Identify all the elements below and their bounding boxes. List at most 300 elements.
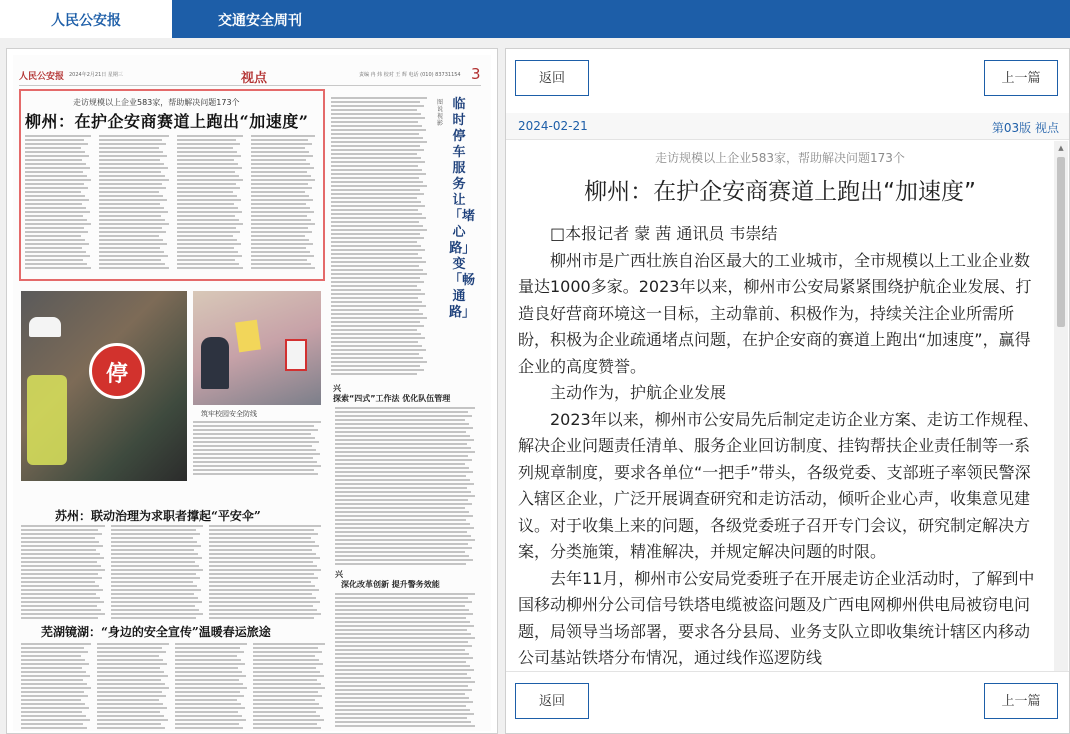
text-line: [335, 713, 474, 715]
text-line: [209, 573, 314, 575]
text-line: [335, 435, 470, 437]
newspaper-page-image: [13, 55, 491, 731]
text-line: [99, 251, 164, 253]
text-line: [251, 183, 308, 185]
text-line: [331, 209, 418, 211]
text-line: [251, 207, 310, 209]
text-line: [335, 479, 470, 481]
text-line: [21, 703, 85, 705]
text-line: [25, 187, 88, 189]
text-line: [25, 235, 81, 237]
text-line: [331, 245, 421, 247]
text-line: [335, 725, 475, 727]
text-line: [335, 689, 472, 691]
text-line: [251, 199, 313, 201]
text-line: [331, 321, 420, 323]
text-line: [175, 671, 242, 673]
text-line: [99, 135, 169, 137]
text-line: [21, 605, 97, 607]
text-line: [331, 261, 426, 263]
text-line: [335, 721, 471, 723]
text-line: [331, 269, 423, 271]
text-line: [253, 663, 323, 665]
text-line: [177, 139, 236, 141]
text-line: [331, 97, 427, 99]
text-line: [253, 671, 320, 673]
text-line: [177, 231, 240, 233]
text-line: [193, 461, 317, 463]
text-line: [177, 175, 239, 177]
text-line: [335, 531, 467, 533]
text-line: [331, 165, 418, 167]
text-line: [175, 723, 239, 725]
text-line: [251, 135, 315, 137]
text-line: [99, 191, 159, 193]
text-line: [331, 337, 425, 339]
previous-article-button-top[interactable]: 上一篇: [984, 60, 1058, 96]
text-line: [331, 197, 417, 199]
text-line: [177, 143, 240, 145]
text-line: [331, 129, 426, 131]
newspaper-headline-wuhu[interactable]: 芜湖镜湖：“身边的安全宣传”温暖春运旅途: [41, 625, 271, 639]
text-line: [335, 629, 467, 631]
text-line: [331, 189, 420, 191]
text-line: [177, 207, 238, 209]
text-line: [175, 643, 247, 645]
text-line: [331, 109, 417, 111]
text-line: [111, 605, 195, 607]
text-line: [177, 239, 237, 241]
text-line: [175, 695, 244, 697]
text-line: [25, 251, 86, 253]
text-line: [335, 673, 467, 675]
text-line: [335, 613, 473, 615]
text-line: [193, 469, 314, 471]
text-line: [97, 703, 163, 705]
text-line: [175, 663, 245, 665]
text-line: [335, 423, 469, 425]
vertical-side-label: 图说视影: [437, 99, 444, 127]
text-line: [99, 155, 167, 157]
text-line: [335, 601, 472, 603]
text-line: [99, 207, 164, 209]
text-line: [335, 563, 466, 565]
text-line: [111, 549, 194, 551]
text-line: [335, 487, 467, 489]
text-line: [175, 655, 237, 657]
text-line: [21, 695, 88, 697]
text-line: [335, 515, 473, 517]
text-line: [331, 201, 421, 203]
text-line: [177, 195, 237, 197]
text-line: [335, 475, 466, 477]
text-line: [21, 719, 90, 721]
article-scrollbar[interactable]: [1054, 141, 1068, 671]
text-line: [175, 691, 240, 693]
text-line: [251, 143, 312, 145]
text-line: [335, 605, 465, 607]
text-line: [177, 171, 235, 173]
text-line: [335, 701, 473, 703]
text-line: [97, 655, 159, 657]
tab-renmin-gongan-bao[interactable]: 人民公安报: [0, 0, 172, 38]
article-reader-panel: [505, 48, 1070, 734]
text-line: [25, 211, 90, 213]
text-line: [251, 215, 307, 217]
text-line: [25, 267, 91, 269]
text-line: [331, 173, 426, 175]
vertical-headline[interactable]: 临时停车服务让「堵心路」变「畅通路」: [449, 97, 476, 320]
text-line: [335, 455, 468, 457]
text-line: [335, 559, 473, 561]
text-line: [99, 267, 169, 269]
text-line: [21, 613, 105, 615]
text-line: [335, 495, 475, 497]
text-line: [193, 457, 313, 459]
text-line: [335, 609, 469, 611]
text-line: [331, 225, 423, 227]
back-button-bottom[interactable]: 返回: [515, 683, 589, 719]
text-line: [335, 645, 472, 647]
text-line: [25, 171, 83, 173]
text-line: [111, 561, 195, 563]
text-line: [111, 565, 199, 567]
text-line: [209, 577, 318, 579]
text-line: [177, 251, 238, 253]
text-line: [177, 179, 243, 181]
text-line: [111, 585, 197, 587]
text-line: [99, 227, 162, 229]
text-line: [251, 147, 305, 149]
text-line: [209, 597, 316, 599]
text-line: [99, 167, 168, 169]
text-line: [331, 317, 427, 319]
text-line: [331, 157, 421, 159]
text-line: [97, 715, 164, 717]
text-line: [251, 187, 312, 189]
text-line: [209, 585, 315, 587]
newspaper-masthead: [19, 65, 481, 86]
text-line: [25, 147, 81, 149]
text-line: [251, 179, 315, 181]
photo-police-vest: [27, 375, 67, 465]
text-line: [99, 223, 169, 225]
text-line: [331, 213, 422, 215]
text-line: [331, 345, 422, 347]
text-line: [253, 703, 319, 705]
text-line: [335, 669, 474, 671]
text-line: [193, 445, 312, 447]
text-line: [177, 235, 233, 237]
text-line: [331, 357, 423, 359]
text-line: [97, 691, 162, 693]
text-line: [99, 195, 163, 197]
text-line: [177, 135, 243, 137]
text-line: [99, 255, 168, 257]
text-line: [335, 665, 470, 667]
text-line: [331, 341, 418, 343]
text-line: [111, 617, 196, 619]
text-line: [21, 577, 102, 579]
previous-article-button-bottom[interactable]: 上一篇: [984, 683, 1058, 719]
text-line: [209, 541, 315, 543]
text-line: [175, 659, 241, 661]
text-line: [99, 259, 161, 261]
text-line: [21, 667, 82, 669]
text-line: [335, 443, 467, 445]
text-line: [331, 353, 419, 355]
text-line: [331, 365, 420, 367]
text-line: [331, 141, 427, 143]
newspaper-page-number: 3: [471, 65, 481, 83]
text-line: [331, 237, 424, 239]
text-line: [335, 507, 465, 509]
text-line: [335, 459, 472, 461]
text-line: [253, 727, 321, 729]
text-line: [335, 705, 466, 707]
tab-jiaotong-anquan-zhoukan[interactable]: 交通安全周刊: [218, 13, 302, 29]
text-line: [331, 361, 427, 363]
text-line: [331, 289, 421, 291]
text-line: [335, 661, 466, 663]
column-keyword-1: 兴: [333, 384, 341, 393]
text-line: [335, 685, 468, 687]
scroll-up-arrow-icon[interactable]: ▲: [1058, 144, 1064, 152]
text-line: [209, 581, 311, 583]
article-byline: □本报记者 蒙 茜 通讯员 韦崇结: [550, 224, 778, 243]
photo-child-sign-yellow: [235, 320, 261, 353]
text-line: [335, 419, 465, 421]
text-line: [111, 525, 203, 527]
text-line: [25, 255, 90, 257]
text-line: [331, 117, 425, 119]
text-line: [25, 155, 89, 157]
text-line: [175, 683, 243, 685]
text-line: [193, 449, 316, 451]
text-line: [111, 553, 198, 555]
text-line: [111, 609, 199, 611]
article-subtitle: 走访规模以上企业583家，帮助解决问题173个: [655, 151, 905, 165]
text-line: [97, 699, 159, 701]
text-line: [209, 537, 311, 539]
text-line: [25, 167, 90, 169]
text-line: [335, 547, 472, 549]
text-line: [21, 557, 104, 559]
text-line: [21, 589, 103, 591]
text-line: [21, 609, 101, 611]
text-line: [177, 243, 241, 245]
text-line: [335, 625, 474, 627]
text-line: [251, 231, 312, 233]
text-line: [111, 557, 202, 559]
text-line: [253, 695, 322, 697]
text-line: [335, 463, 465, 465]
text-line: [209, 561, 313, 563]
text-line: [99, 151, 163, 153]
text-line: [209, 549, 312, 551]
text-line: [209, 529, 314, 531]
text-line: [97, 647, 162, 649]
text-line: [175, 719, 246, 721]
text-line: [335, 411, 468, 413]
article-paragraph: 去年11月，柳州市公安局党委班子在开展走访企业活动时，了解到中国移动柳州分公司信号铁塔电缆被盗问题及广西电网柳州供电局被窃电问题，局领导当场部署，要求各分县局、业务支队立即收集统计辖区内移动公司基站铁塔分布情况，通过线作巡逻防线: [518, 568, 1035, 667]
text-line: [335, 621, 470, 623]
text-line: [331, 309, 419, 311]
text-line: [21, 573, 98, 575]
back-button-top[interactable]: 返回: [515, 60, 589, 96]
text-line: [99, 203, 160, 205]
text-line: [99, 263, 165, 265]
text-line: [331, 205, 425, 207]
text-line: [111, 529, 196, 531]
text-line: [253, 655, 315, 657]
text-line: [25, 135, 91, 137]
text-line: [331, 277, 420, 279]
text-line: [331, 121, 418, 123]
text-line: [97, 651, 166, 653]
text-line: [253, 659, 319, 661]
text-line: [111, 581, 193, 583]
text-line: [251, 235, 305, 237]
text-line: [175, 699, 237, 701]
text-line: [21, 727, 87, 729]
text-line: [335, 471, 473, 473]
text-line: [177, 263, 239, 265]
text-line: [335, 633, 471, 635]
text-line: [21, 687, 91, 689]
newspaper-article-title[interactable]: 柳州：在护企安商赛道上跑出“加速度”: [25, 112, 309, 131]
text-line: [335, 535, 471, 537]
text-line: [21, 585, 99, 587]
text-line: [253, 675, 324, 677]
article-page-info[interactable]: 第03版 视点: [991, 121, 1059, 135]
text-line: [111, 589, 201, 591]
column-heading-1[interactable]: 探索“四式”工作法 优化队伍管理: [333, 394, 451, 403]
text-line: [97, 679, 161, 681]
text-line: [209, 525, 321, 527]
text-line: [21, 529, 98, 531]
text-line: [21, 545, 103, 547]
text-line: [193, 441, 319, 443]
text-line: [177, 259, 235, 261]
text-line: [99, 183, 162, 185]
text-line: [335, 539, 475, 541]
text-line: [335, 677, 471, 679]
text-line: [25, 179, 91, 181]
text-line: [177, 155, 241, 157]
text-line: [177, 267, 243, 269]
text-line: [335, 427, 473, 429]
text-line: [335, 597, 468, 599]
text-line: [21, 553, 100, 555]
text-line: [335, 503, 472, 505]
text-line: [25, 231, 88, 233]
text-line: [25, 219, 87, 221]
photo-child-sign-red: [285, 339, 307, 371]
text-line: [97, 659, 163, 661]
text-line: [251, 167, 314, 169]
text-line: [335, 543, 468, 545]
article-content: [506, 141, 1054, 671]
text-line: [331, 169, 422, 171]
text-line: [251, 259, 307, 261]
text-line: [331, 265, 419, 267]
text-line: [331, 297, 418, 299]
article-date: 2024-02-21: [518, 119, 588, 133]
text-line: [335, 637, 475, 639]
text-line: [21, 525, 105, 527]
text-line: [209, 613, 321, 615]
text-line: [335, 439, 474, 441]
text-line: [253, 647, 318, 649]
footer-divider: [506, 671, 1069, 672]
text-line: [97, 663, 167, 665]
text-line: [253, 699, 315, 701]
text-line: [99, 175, 165, 177]
text-line: [21, 651, 88, 653]
text-line: [175, 647, 240, 649]
article-paragraph: 2023年以来，柳州市公安局先后制定走访企业方案、走访工作规程、解决企业问题责任清单、服务企业回访制度、挂钩帮扶企业责任制等一系列规章制度，要求各单位“一把手”带头，各级党委、支部班子率领民警深入辖区企业，广泛开展调查研究和走访活动，倾听企业心声，收集意见建议。对于收集上来的问题，各级党委班子召开专门会议，研究制定解决方案，分类施策，精准解决，并规定解决问题的时限。: [518, 409, 1039, 561]
text-line: [99, 199, 167, 201]
text-line: [99, 215, 161, 217]
text-line: [335, 593, 475, 595]
text-line: [331, 101, 420, 103]
top-tab-bar: [0, 0, 1070, 38]
text-line: [193, 425, 314, 427]
text-line: [209, 557, 320, 559]
text-line: [335, 467, 469, 469]
text-line: [175, 715, 242, 717]
text-line: [175, 707, 245, 709]
text-line: [111, 601, 202, 603]
text-line: [97, 723, 161, 725]
newspaper-page-panel: [6, 48, 498, 734]
text-line: [25, 139, 84, 141]
text-line: [331, 325, 424, 327]
text-line: [331, 301, 422, 303]
text-line: [177, 219, 239, 221]
text-line: [193, 473, 318, 475]
text-line: [251, 139, 308, 141]
text-line: [253, 719, 324, 721]
text-line: [209, 569, 321, 571]
text-line: [99, 147, 159, 149]
text-line: [251, 247, 306, 249]
text-line: [177, 255, 242, 257]
text-line: [177, 203, 234, 205]
text-line: [99, 211, 168, 213]
text-line: [21, 617, 98, 619]
text-line: [97, 683, 165, 685]
text-line: [331, 105, 424, 107]
text-line: [21, 715, 86, 717]
text-line: [21, 711, 82, 713]
scrollbar-thumb[interactable]: [1057, 157, 1065, 327]
text-line: [253, 687, 325, 689]
text-line: [335, 483, 474, 485]
text-line: [253, 711, 316, 713]
text-line: [331, 125, 422, 127]
text-line: [331, 133, 419, 135]
column-heading-2[interactable]: 深化改革创新 提升警务效能: [341, 580, 440, 589]
text-line: [253, 679, 317, 681]
text-line: [331, 293, 425, 295]
text-line: [111, 573, 196, 575]
photo-officer: [201, 337, 229, 389]
newspaper-headline-suzhou[interactable]: 苏州：联动治理为求职者撑起“平安伞”: [55, 509, 261, 523]
text-line: [21, 707, 89, 709]
text-line: [25, 263, 87, 265]
